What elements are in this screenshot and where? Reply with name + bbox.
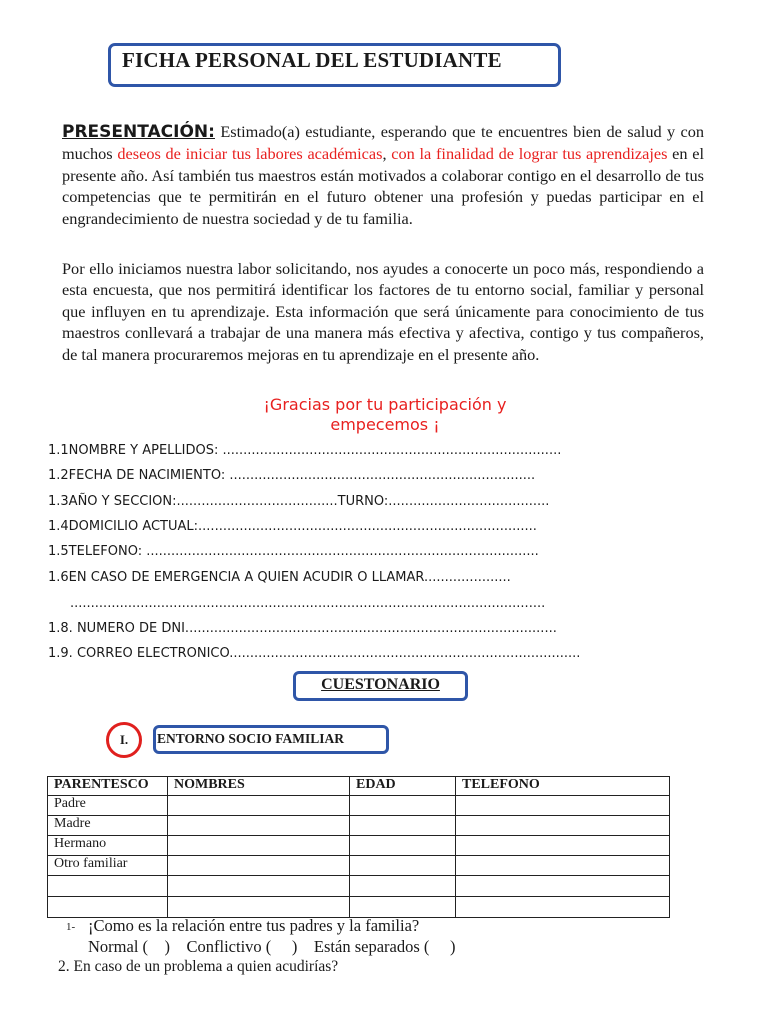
table-row — [48, 876, 670, 897]
table-cell-parentesco[interactable] — [48, 897, 168, 918]
request-paragraph: Por ello iniciamos nuestra labor solicitando, nos ayudes a conocerte un poco más, respondiendo a esta encuesta, que nos permitirá identificar los factores de tu entorno social, familiar y personal que influyen en tu aprendizaje. Esta información que será únicamente para conocimiento de tus maestros conllevará a trabajar de una manera más efectiva y afectiva, contigo y tus compañeros, de tal manera procuraremos mejoras en tu aprendizaje en el presente año. — [62, 259, 704, 364]
presentation-text-a: Estimado(a) estudiante, esperando que te encuentres bien de salud y con muchos — [62, 122, 704, 164]
section-title: ENTORNO SOCIO FAMILIAR — [157, 731, 345, 746]
question-1-options[interactable]: Normal ( ) Conflictivo ( ) Están separados ( ) — [88, 937, 456, 956]
presentation-text-b: , — [382, 144, 392, 164]
table-cell-edad[interactable] — [350, 816, 456, 836]
table-cell-telefono[interactable] — [456, 897, 670, 918]
field-emergencia[interactable]: 1.6EN CASO DE EMERGENCIA A QUIEN ACUDIR O LLAMAR..................... — [48, 570, 511, 585]
table-cell-edad[interactable] — [350, 897, 456, 918]
table-cell-nombres[interactable] — [168, 897, 350, 918]
table-cell-parentesco: Hermano — [48, 836, 168, 856]
presentation-label: PRESENTACIÓN: — [62, 122, 215, 142]
table-row — [48, 836, 670, 856]
table-cell-edad[interactable] — [350, 836, 456, 856]
table-cell-parentesco: Madre — [48, 816, 168, 836]
table-header-parentesco: PARENTESCO — [48, 777, 168, 796]
question-1-number: 1- — [66, 921, 76, 933]
table-cell-edad[interactable] — [350, 876, 456, 897]
table-cell-parentesco: Padre — [48, 796, 168, 816]
table-cell-nombres[interactable] — [168, 856, 350, 876]
presentation-highlight-2: con la finalidad de lograr tus aprendizajes — [391, 144, 668, 164]
table-cell-telefono[interactable] — [456, 816, 670, 836]
presentation-paragraph — [62, 121, 704, 229]
table-row — [48, 796, 670, 816]
cuestionario-heading: CUESTONARIO — [321, 676, 440, 693]
field-nombre[interactable]: 1.1NOMBRE Y APELLIDOS: .................................................................................. — [48, 443, 562, 458]
table-cell-nombres[interactable] — [168, 876, 350, 897]
table-row — [48, 897, 670, 918]
table-cell-telefono[interactable] — [456, 856, 670, 876]
field-emergencia-line[interactable]: ................................................................................................................... — [70, 596, 546, 611]
table-cell-telefono[interactable] — [456, 836, 670, 856]
thanks-message: ¡Gracias por tu participación y empecemos ¡ — [263, 395, 507, 434]
table-cell-nombres[interactable] — [168, 796, 350, 816]
question-2: 2. En caso de un problema a quien acudirías? — [58, 958, 339, 975]
field-fecha-nacimiento[interactable]: 1.2FECHA DE NACIMIENTO: .......................................................................... — [48, 468, 536, 483]
table-cell-parentesco: Otro familiar — [48, 856, 168, 876]
table-cell-nombres[interactable] — [168, 816, 350, 836]
table-cell-telefono[interactable] — [456, 876, 670, 897]
field-dni[interactable]: 1.8. NUMERO DE DNI.......................................................................................... — [48, 621, 557, 636]
table-cell-parentesco[interactable] — [48, 876, 168, 897]
table-cell-nombres[interactable] — [168, 836, 350, 856]
field-correo[interactable]: 1.9. CORREO ELECTRONICO..................................................................................... — [48, 646, 581, 661]
presentation-highlight-1: deseos de iniciar tus labores académicas — [117, 144, 383, 164]
table-header-row — [48, 777, 670, 796]
table-cell-edad[interactable] — [350, 856, 456, 876]
table-cell-edad[interactable] — [350, 796, 456, 816]
table-header-edad: EDAD — [350, 777, 456, 796]
section-number: I. — [119, 732, 129, 747]
table-cell-telefono[interactable] — [456, 796, 670, 816]
field-domicilio[interactable]: 1.4DOMICILIO ACTUAL:.................................................................................. — [48, 519, 537, 534]
table-row — [48, 816, 670, 836]
table-row — [48, 856, 670, 876]
question-1: ¡Como es la relación entre tus padres y la familia? — [88, 916, 420, 935]
presentation-text-c: en el presente año. Así también tus maestros están motivados a colaborar contigo en el desarrollo de tus competencias que te permitirán en el futuro obtener una profesión y puedas participar en el engrandecimiento de nuestra sociedad y de tu familia. — [62, 144, 705, 228]
page-title: FICHA PERSONAL DEL ESTUDIANTE — [122, 48, 502, 72]
field-telefono[interactable]: 1.5TELEFONO: ............................................................................................... — [48, 544, 539, 559]
field-ano-seccion-turno[interactable]: 1.3AÑO Y SECCION:.......................................TURNO:....................................... — [48, 494, 550, 509]
table-header-telefono: TELEFONO — [456, 777, 670, 796]
table-header-nombres: NOMBRES — [168, 777, 350, 796]
family-table — [47, 776, 670, 918]
